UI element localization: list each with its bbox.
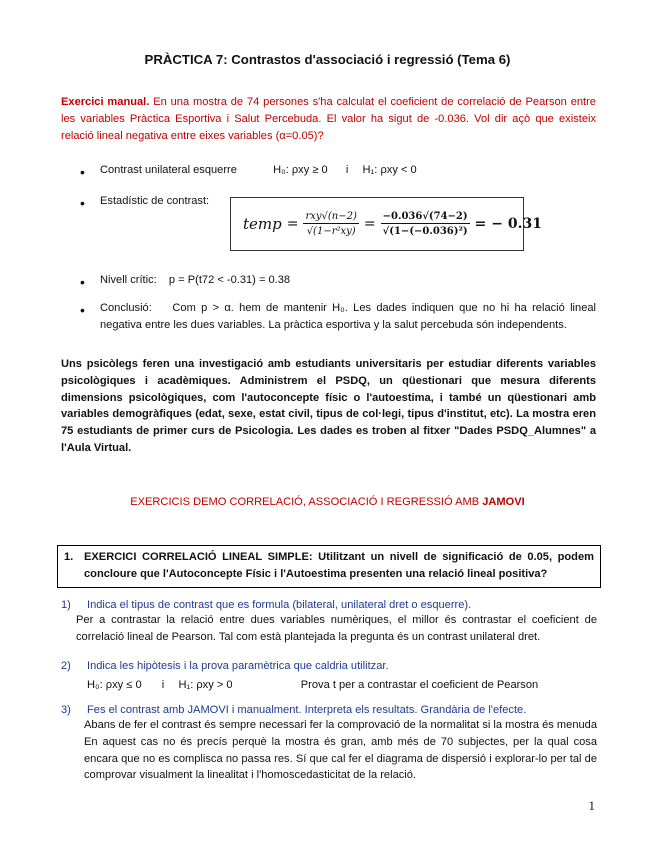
q1-number: 1) xyxy=(61,599,71,611)
contrast-h1: H₁: ρxy < 0 xyxy=(362,164,417,176)
bullet-dot: • xyxy=(80,302,85,318)
contrast-h0: H₀: ρxy ≥ 0 xyxy=(273,164,328,176)
q2-hypotheses xyxy=(87,677,597,694)
page-number: 1 xyxy=(588,798,595,813)
q3-answer: Abans de fer el contrast és sempre necessari fer la comprovació de la normalitat si la mostra és menuda En aquest cas no és precís perquè la mostra és gran, amb més de 70 subjectes, per la qual cosa encara que no es complisca no passa res. Sí que cal fer el diagrama de dispersió i explorar-lo per tal de comprovar visualment la linealitat i l'homoscedasticitat de la relació. xyxy=(84,719,598,782)
fraction-2-denominator: √(1−(−0.036)²) xyxy=(382,225,468,237)
formula-lhs: temp xyxy=(243,215,282,233)
bullet-contrast xyxy=(100,162,520,179)
critical-value: p = P(t72 < -0.31) = 0.38 xyxy=(168,274,291,286)
conclusion-label: Conclusió: xyxy=(100,302,152,314)
contrast-and: i xyxy=(345,164,349,176)
exercise-1-statement xyxy=(84,549,594,583)
bullet-dot: • xyxy=(80,195,85,211)
bullet-conclusion xyxy=(100,300,596,334)
bullet-dot: • xyxy=(80,274,85,290)
exercise-1-text: Utilitzant un nivell de significació de 0.05, podem concloure que l'Autoconcepte Físic i l'Autoestima presenten una relació lineal positiva? xyxy=(84,551,594,580)
manual-exercise-label: Exercici manual. xyxy=(61,96,150,108)
q3-question: Fes el contrast amb JAMOVI i manualment. Interpreta els resultats. Grandària de l'efecte. xyxy=(87,704,527,716)
fraction-1-numerator: rxy√(n−2) xyxy=(305,210,357,222)
contrast-label: Contrast unilateral esquerre xyxy=(100,164,237,176)
fraction-2-numerator: −0.036√(74−2) xyxy=(382,210,468,222)
manual-exercise xyxy=(61,94,596,144)
q2-and: i xyxy=(161,679,165,691)
exercise-1-label: EXERCICI CORRELACIÓ LINEAL SIMPLE: xyxy=(84,551,313,563)
exercise-1-box xyxy=(57,545,601,588)
q2-number: 2) xyxy=(61,660,71,672)
formula-fraction-2 xyxy=(381,210,470,239)
statistic-label: Estadístic de contrast: xyxy=(100,195,210,207)
q2-h0: H₀: ρxy ≤ 0 xyxy=(87,679,142,691)
q1-answer: Per a contrastar la relació entre dues variables numèriques, el millor és contrastar el coeficient de correlació lineal de Pearson. Tal com està plantejada la pregunta és un contrast unilateral dret. xyxy=(76,614,597,643)
formula-fraction-1 xyxy=(303,210,358,239)
q2-h1: H₁: ρxy > 0 xyxy=(178,679,233,691)
study-paragraph: Uns psicòlegs feren una investigació amb estudiants universitaris per estudiar diferents variables psicològiques i acadèmiques. Administrem el PSDQ, un qüestionari que mesura diferents dimensions psicològiques, com l'autoconcepte físic o l'autoestima, i també un qüestionari amb variables demogràfiques (edat, sexe, estat civil, tipus de col·legi, tipus d'institut, etc). La mostra eren 75 estudiants de primer curs de Psicologia. Les dades es troben al fitxer "Dades PSDQ_Alumnes" a l'Aula Virtual. xyxy=(61,358,596,454)
formula-box: temp = $\frac{\text{rxy√(n−2)}}{\text{√(1−r²xy)}}$ = $\frac{-0.036√(74-2)}{\text{√(1−(−0.036)²)}}$ = − 0.31 xyxy=(230,197,524,251)
q3-number: 3) xyxy=(61,704,71,716)
q2-test: Prova t per a contrastar el coeficient de Pearson xyxy=(300,679,539,691)
page-title: PRÀCTICA 7: Contrastos d'associació i regressió (Tema 6) xyxy=(144,52,511,67)
fraction-1-denominator: √(1−r²xy) xyxy=(306,225,356,237)
section-heading-bold: JAMOVI xyxy=(482,496,525,508)
section-heading xyxy=(0,496,655,508)
formula-result: = − 0.31 xyxy=(474,216,542,232)
conclusion-text: Com p > α. hem de mantenir H₀. Les dades indiquen que no hi ha relació lineal negativa entre les dues variables. La pràctica esportiva y la salut percebuda són independents. xyxy=(100,302,596,331)
section-heading-text: EXERCICIS DEMO CORRELACIÓ, ASSOCIACIÓ I REGRESSIÓ AMB xyxy=(130,496,483,508)
exercise-1-number: 1. xyxy=(64,551,74,563)
bullet-dot: • xyxy=(80,164,85,180)
bullet-critical xyxy=(100,272,520,289)
q1-question: Indica el tipus de contrast que es formula (bilateral, unilateral dret o esquerre). xyxy=(87,599,472,611)
q2-question: Indica les hipòtesis i la prova paramètrica que caldria utilitzar. xyxy=(87,660,389,672)
critical-label: Nivell crític: xyxy=(100,274,157,286)
manual-exercise-text: En una mostra de 74 persones s'ha calculat el coeficient de correlació de Pearson entre les variables Pràctica Esportiva i Salut Percebuda. El valor ha sigut de -0.036. Vol dir açò que existeix relació lineal negativa entre eixes variables (α=0.05)? xyxy=(61,96,596,142)
